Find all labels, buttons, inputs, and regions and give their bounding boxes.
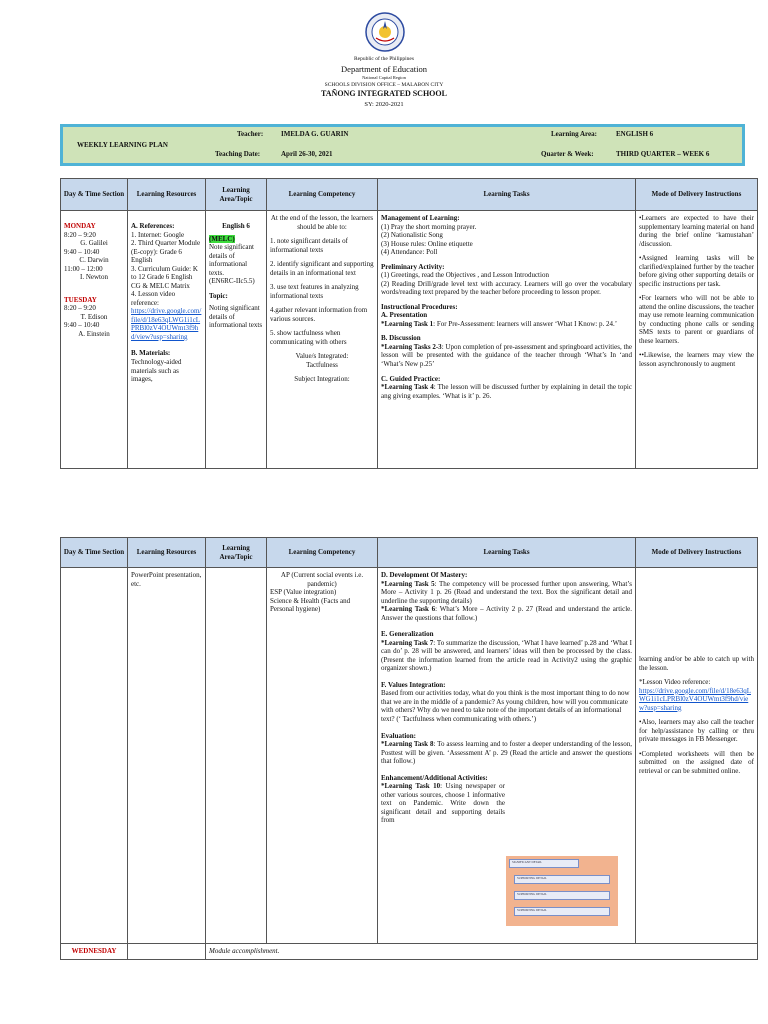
- delivery-cell: [636, 568, 758, 944]
- delivery-item: ••Likewise, the learners may view the lesson asynchronously to augment: [639, 351, 754, 368]
- department-text: Department of Education: [341, 64, 427, 74]
- discussion-heading: B. Discussion: [381, 334, 421, 343]
- values-heading: Value/s Integrated:: [295, 352, 349, 361]
- quarter-label: Quarter & Week:: [541, 150, 594, 158]
- republic-text: Republic of the Philippines: [353, 56, 415, 62]
- col-header-day: Day & Time Section: [61, 538, 128, 568]
- col-header-area: Learning Area/Topic: [206, 538, 267, 568]
- time-slot: 8:20 – 9:20: [64, 230, 96, 239]
- organizer-support-box: SUPPORTING DETAIL: [514, 891, 610, 900]
- integration-item: ESP (Value integration): [270, 588, 337, 597]
- time-slot: 11:00 – 12:00: [64, 264, 103, 273]
- section-name: I. Newton: [80, 273, 108, 282]
- melc-note: Note significant details of informational texts.: [209, 243, 254, 277]
- generalization-heading: E. Generalization: [381, 630, 434, 639]
- values-text: Based from our activities today, what do you think is the most important thing to do now that we are in the middle of a pandemic? As young children, how will you communicate with others? Why do we need to take note of the important details of an informational text? (‘ Tactfulness when communicating with others.’): [381, 689, 630, 723]
- task-text: : The lesson will be discussed further by explaining in detail the topic ang giving examples. ‘What is it’ p. 26.: [381, 383, 632, 400]
- section-name: A. Einstein: [78, 329, 110, 338]
- col-header-tasks: Learning Tasks: [378, 179, 636, 211]
- procedures-heading: Instructional Procedures:: [381, 302, 458, 311]
- task-text: : What’s More – Activity 2 p. 27 (Read and understand the article. Answer the questions that follow.): [381, 605, 632, 622]
- region-text: National Capital Region: [362, 75, 406, 80]
- task-text: : To assess learning and to foster a deeper understanding of the lesson, Posttest will be given. ‘Assessment A’ p. 29 (Read the article and answer the questions that follow.): [381, 740, 632, 766]
- plan-table-1: [60, 178, 758, 469]
- mastery-heading: D. Development Of Mastery:: [381, 571, 468, 579]
- competency-item: 5. show tactfulness when communicating with others: [270, 329, 347, 346]
- day-cell: [61, 211, 128, 469]
- references-heading: A. References:: [131, 222, 175, 230]
- resources-cell: [128, 568, 206, 944]
- video-reference-label: *Lesson Video reference:: [639, 678, 711, 687]
- task-line: (4) Attendance: Poll: [381, 248, 438, 257]
- task-line: (2) Nationalistic Song: [381, 231, 443, 240]
- task-line: (1) Greetings, read the Objectives , and Lesson Introduction: [381, 271, 549, 280]
- delivery-item: •Also, learners may also call the teacher for help/assistance by calling or thru private messages in FB Messenger.: [639, 718, 754, 744]
- graphic-organizer-image: [506, 856, 618, 926]
- subject-integration: Subject Integration:: [294, 375, 350, 384]
- school-year: SY: 2020-2021: [364, 101, 404, 108]
- task-label: *Learning Tasks 2-3: [381, 342, 442, 351]
- melc-badge: (MELC): [209, 234, 235, 243]
- organizer-support-box: SUPPORTING DETAIL: [514, 875, 610, 884]
- preliminary-heading: Preliminary Activity:: [381, 262, 445, 271]
- task-label: *Learning Task 6: [381, 605, 436, 614]
- day-cell: [61, 944, 128, 960]
- competency-item: 3. use text features in analyzing informational texts: [270, 283, 359, 300]
- reference-item: 4. Lesson video reference:: [131, 290, 176, 307]
- col-header-delivery: Mode of Delivery Instructions: [636, 179, 758, 211]
- competency-cell: [267, 568, 378, 944]
- tasks-cell: [378, 211, 636, 469]
- wednesday-label: WEDNESDAY: [71, 947, 117, 955]
- area-label: Learning Area:: [551, 130, 597, 138]
- wednesday-note: Module accomplishment.: [209, 947, 280, 955]
- plan-title: WEEKLY LEARNING PLAN: [77, 141, 168, 149]
- reference-item: 2. Third Quarter Module (E-copy): Grade 6 English: [131, 239, 201, 265]
- competency-item: 2. identify significant and supporting details in an informational text: [270, 260, 374, 277]
- subject-label: English 6: [222, 222, 250, 230]
- task-label: *Learning Task 1: [381, 319, 434, 328]
- integration-item: Science & Health (Facts and Personal hygiene): [270, 596, 351, 614]
- task-label: *Learning Task 7: [381, 638, 434, 647]
- col-header-day: Day & Time Section: [61, 179, 128, 211]
- col-header-area: Learning Area/Topic: [206, 179, 267, 211]
- melc-code: (EN6RC-IIc5.5): [209, 277, 255, 286]
- presentation-heading: A. Presentation: [381, 311, 428, 320]
- enhancement-heading: Enhancement/Additional Activities:: [381, 773, 488, 782]
- reference-item: 1. Internet: Google: [131, 230, 185, 239]
- col-header-competency: Learning Competency: [267, 538, 378, 568]
- day-cell: [61, 568, 128, 944]
- task-text: : Using newspaper or other various sources, choose 1 informative text on Pandemic. Write down the significant detail and supporting details from: [381, 782, 505, 825]
- plan-table-2: [60, 537, 758, 960]
- task-text: : To summarize the discussion, ‘What I have learned’ p.28 and ‘What I can do’ p. 28 will be answered, and learners’ ideas will then be processed by the class. (Present the information learned from the article read in Activity2 using the graphic organizer shown.): [381, 638, 632, 673]
- delivery-cell: [636, 211, 758, 469]
- delivery-item: learning and/or be able to catch up with the lesson.: [639, 655, 754, 672]
- resources-cell: [128, 944, 206, 960]
- materials-text: Technology-aided materials such as images,: [131, 357, 182, 384]
- delivery-item: •Completed worksheets will then be submitted on the assigned date of retrieval or can be submitted online.: [639, 749, 754, 775]
- col-header-resources: Learning Resources: [128, 179, 206, 211]
- section-name: T. Edison: [80, 312, 108, 321]
- task-label: *Learning Task 5: [381, 579, 435, 588]
- delivery-item: •Learners are expected to have their supplementary learning material on hand during the brief online ‘kamustahan’ /discussion.: [639, 214, 754, 248]
- time-slot: 9:40 – 10:40: [64, 247, 100, 256]
- section-name: G. Galilei: [80, 239, 108, 248]
- area-cell: [206, 568, 267, 944]
- time-slot: 9:40 – 10:40: [64, 321, 100, 330]
- task-line: (2) Reading Drill/grade level text with accuracy. Learners will go over the vocabulary words/reading text prepared by the teacher before proceeding to lesson proper.: [381, 279, 632, 297]
- section-name: C. Darwin: [79, 256, 109, 265]
- plan-banner: [60, 124, 745, 166]
- area-value: ENGLISH 6: [616, 130, 654, 138]
- time-slot: 8:20 – 9:20: [64, 304, 96, 313]
- management-heading: Management of Learning:: [381, 214, 460, 222]
- task-line: (1) Pray the short morning prayer.: [381, 222, 477, 231]
- col-header-tasks: Learning Tasks: [378, 538, 636, 568]
- division-text: SCHOOLS DIVISION OFFICE – MALABON CITY: [324, 82, 444, 88]
- competency-intro: At the end of the lesson, the learners should be able to:: [270, 214, 374, 231]
- competency-item: 4.gather relevant information from various sources.: [270, 306, 368, 323]
- col-header-delivery: Mode of Delivery Instructions: [636, 538, 758, 568]
- task-label: *Learning Task 8: [381, 740, 434, 749]
- task-text: : The competency will be processed further upon answering, What’s More – Activity 1 p. 26 (Read and understand the text. Box the significant detail and underline the supporting details): [381, 579, 632, 605]
- task-text: : Upon completion of pre-assessment and springboard activities, the lesson will be presented with the guidance of the teacher through ‘What’s In ‘and ‘What’s New p.25’: [381, 342, 633, 368]
- delivery-item: •For learners who will not be able to attend the online discussions, the teacher may use remote learning communication by conducting phone calls or sending SMS texts to parent or guardians of these learners.: [639, 294, 754, 345]
- values-text: Tactfulness: [306, 360, 338, 369]
- date-value: April 26-30, 2021: [281, 150, 333, 158]
- guided-practice-heading: C. Guided Practice:: [381, 374, 441, 383]
- wednesday-note-cell: [206, 944, 758, 960]
- organizer-support-box: SUPPORTING DETAIL: [514, 907, 610, 916]
- school-name: TAÑONG INTEGRATED SCHOOL: [321, 89, 447, 98]
- resources-cell: [128, 211, 206, 469]
- task-line: (3) House rules: Online etiquette: [381, 239, 473, 248]
- resources-text: PowerPoint presentation, etc.: [131, 571, 202, 588]
- teacher-label: Teacher:: [237, 130, 264, 138]
- teacher-value: IMELDA G. GUARIN: [281, 130, 349, 138]
- lesson-video-link[interactable]: https://drive.google.com/file/d/18e63qLWG1i1cLPRBl0zV4OUWmt3f9hd/view?usp=sharing: [131, 307, 202, 341]
- lesson-video-link[interactable]: https://drive.google.com/file/d/18e63qLWG1i1cLPRBl0zV4OUWmt3f9hd/view?usp=sharing: [639, 686, 751, 712]
- integration-item: AP (Current social events i.e. pandemic): [280, 571, 364, 588]
- col-header-resources: Learning Resources: [128, 538, 206, 568]
- monday-label: MONDAY: [64, 222, 96, 230]
- competency-item: 1. note significant details of informational texts: [270, 237, 348, 254]
- tuesday-label: TUESDAY: [64, 295, 97, 304]
- delivery-item: •Assigned learning tasks will be clarified/explained further by the teacher before giving other supporting details or specific instructions per task.: [639, 254, 754, 288]
- col-header-competency: Learning Competency: [267, 179, 378, 211]
- materials-heading: B. Materials:: [131, 349, 171, 358]
- deped-seal-icon: [365, 12, 405, 52]
- evaluation-heading: Evaluation:: [381, 731, 417, 740]
- task-text: : For Pre-Assessment: learners will answer ‘What I Know: p. 24.’: [433, 319, 618, 328]
- competency-cell: [267, 211, 378, 469]
- organizer-main-box: SIGNIFICANT DETAIL: [509, 859, 579, 868]
- values-heading: F. Values Integration:: [381, 680, 446, 689]
- task-label: *Learning Task 4: [381, 383, 434, 392]
- task-label: *Learning Task 10: [381, 782, 441, 791]
- date-label: Teaching Date:: [215, 150, 261, 158]
- quarter-value: THIRD QUARTER – WEEK 6: [616, 150, 710, 158]
- topic-text: Noting significant details of informational texts: [209, 304, 263, 330]
- area-cell: [206, 211, 267, 469]
- reference-item: 3. Curriculum Guide: K to 12 Grade 6 English CG & MELC Matrix: [131, 264, 198, 290]
- topic-heading: Topic:: [209, 291, 228, 300]
